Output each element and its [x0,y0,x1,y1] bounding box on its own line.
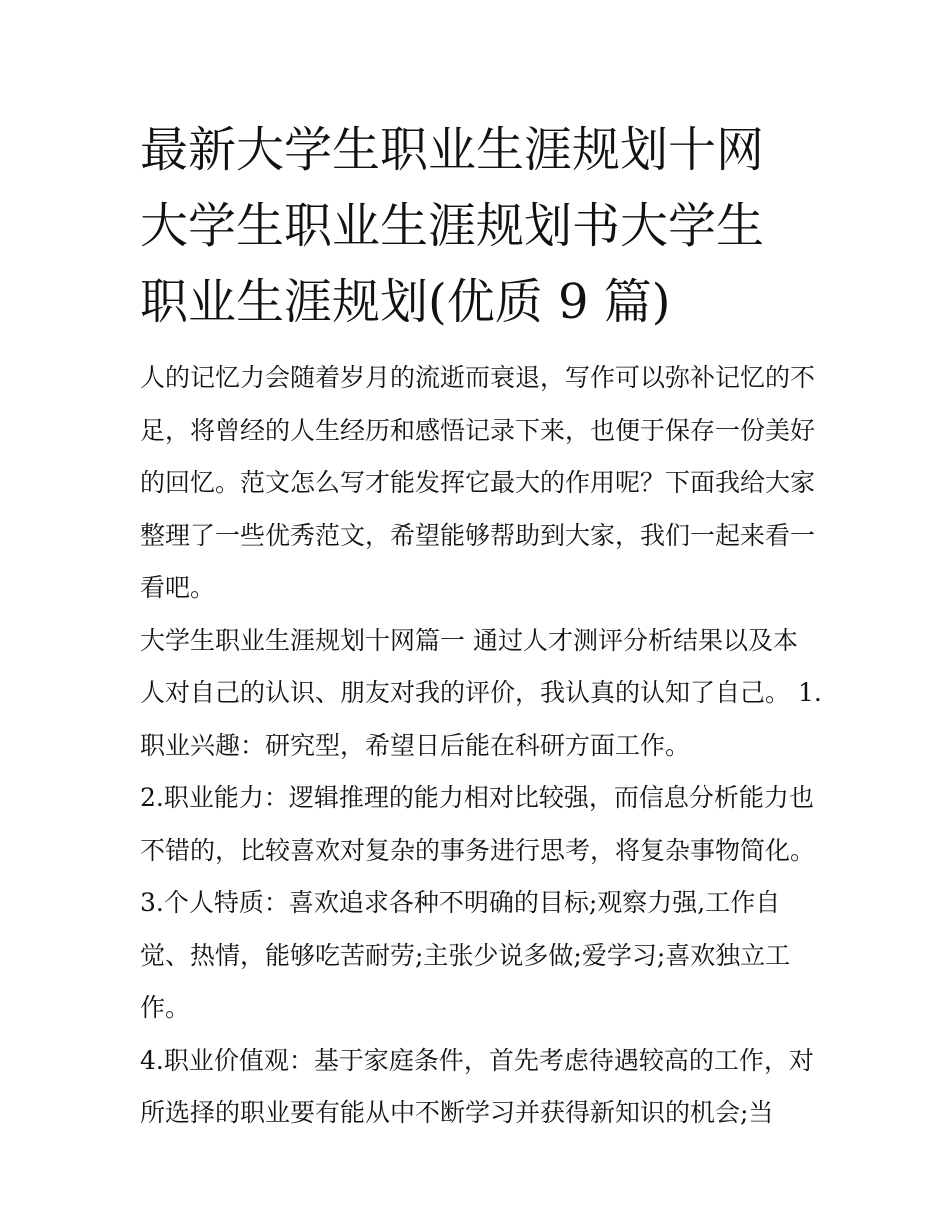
body-line: 觉、热情，能够吃苦耐劳;主张少说多做;爱学习;喜欢独立工 [140,940,791,970]
body-line: 3.个人特质：喜欢追求各种不明确的目标;观察力强,工作自 [140,888,781,917]
body-line: 人的记忆力会随着岁月的流逝而衰退，写作可以弥补记忆的不 [140,363,816,392]
body-line: 作。 [140,993,191,1022]
body-line: 整理了一些优秀范文，希望能够帮助到大家，我们一起来看一 [140,520,816,550]
document-body [140,352,840,1140]
body-line: 的回忆。范文怎么写才能发挥它最大的作用呢？下面我给大家 [140,468,816,497]
title-line: 最新大学生职业生涯规划十网 [140,122,765,178]
body-line: 不错的，比较喜欢对复杂的事务进行思考，将复杂事物简化。 [140,835,816,865]
body-line: 2.职业能力：逻辑推理的能力相对比较强，而信息分析能力也 [140,783,814,812]
document-title [140,112,820,340]
title-line: 职业生涯规划(优质 9 篇) [140,274,671,330]
body-line: 4.职业价值观：基于家庭条件，首先考虑待遇较高的工作，对 [140,1045,814,1075]
title-line: 大学生职业生涯规划书大学生 [140,198,765,254]
body-line: 看吧。 [140,573,216,602]
body-line: 足，将曾经的人生经历和感悟记录下来，也便于保存一份美好 [140,415,816,445]
body-line: 所选择的职业要有能从中不断学习并获得新知识的机会;当 [140,1098,774,1127]
body-line: 大学生职业生涯规划十网篇一 通过人才测评分析结果以及本 [140,625,798,655]
body-line: 职业兴趣：研究型，希望日后能在科研方面工作。 [140,730,691,760]
body-line: 人对自己的认识、朋友对我的评价，我认真的认知了自己。 1. [140,678,822,707]
